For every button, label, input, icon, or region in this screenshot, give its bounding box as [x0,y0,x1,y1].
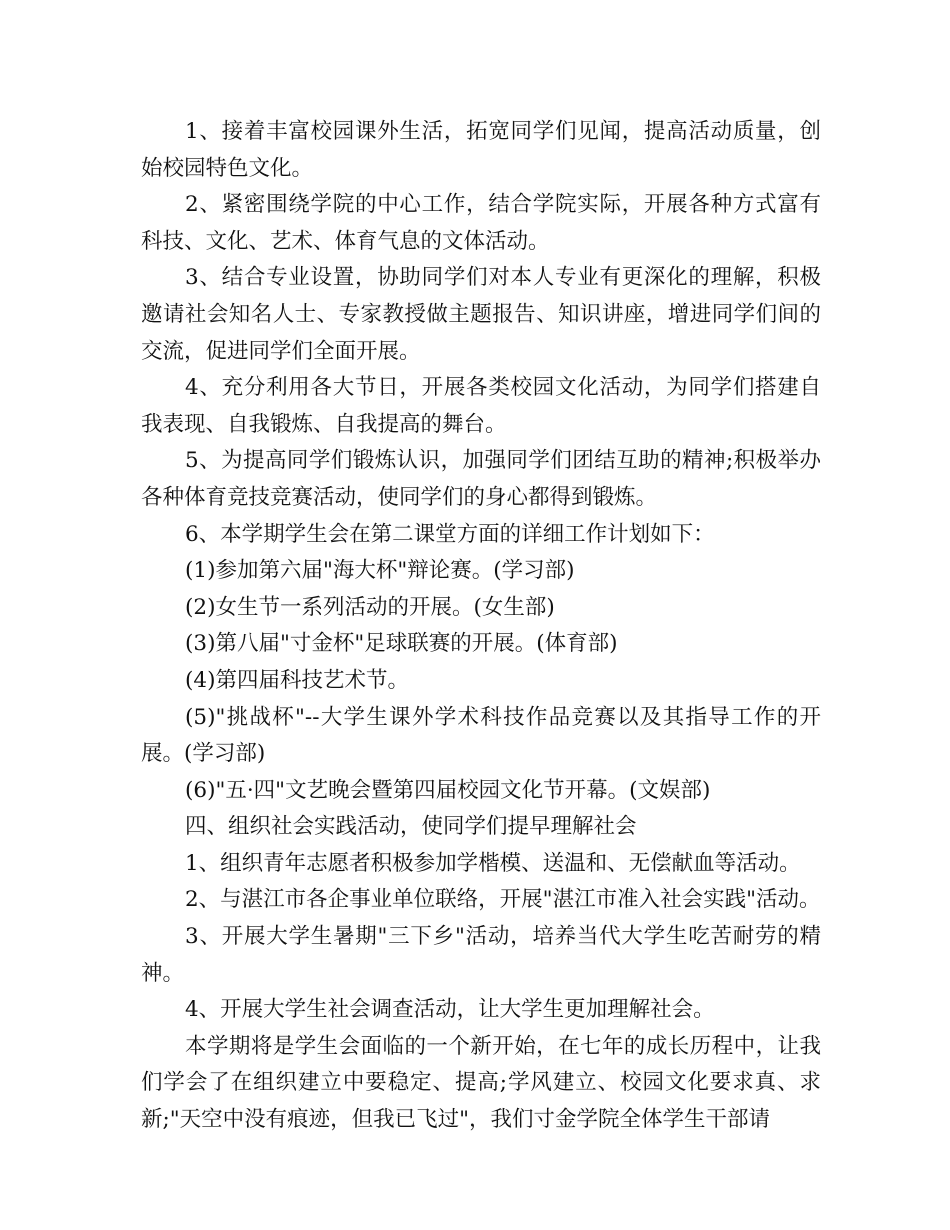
paragraph-4: 4、充分利用各大节日，开展各类校园文化活动，为同学们搭建自我表现、自我锻炼、自我提高的舞台。 [141,375,821,437]
paragraph-2: 2、紧密围绕学院的中心工作，结合学院实际，开展各种方式富有科技、文化、艺术、体育气息的文体活动。 [141,192,821,254]
paragraph-10: 4、开展大学生社会调查活动，让大学生更加理解社会。 [185,997,715,1023]
paragraph-6: 6、本学期学生会在第二课堂方面的详细工作计划如下： [185,521,715,547]
list-item-4: (4)第四届科技艺术节。 [185,667,409,693]
list-item-6: (6)"五·四"文艺晚会暨第四届校园文化节开幕。(文娱部) [185,777,711,803]
section-heading-4: 四、组织社会实践活动，使同学们提早理解社会 [185,814,637,840]
paragraph-1: 1、接着丰富校园课外生活，拓宽同学们见闻，提高活动质量，创始校园特色文化。 [141,119,821,181]
list-item-1: (1)参加第六届"海大杯"辩论赛。(学习部) [185,558,575,584]
paragraph-8: 2、与湛江市各企事业单位联络，开展"湛江市准入社会实践"活动。 [185,887,821,913]
document-page [141,114,821,1139]
list-item-5: (5)"挑战杯"--大学生课外学术科技作品竞赛以及其指导工作的开展。(学习部) [141,704,821,767]
paragraph-7: 1、组织青年志愿者积极参加学楷模、送温和、无偿献血等活动。 [185,850,801,876]
paragraph-9: 3、开展大学生暑期"三下乡"活动，培养当代大学生吃苦耐劳的精神。 [141,924,821,986]
list-item-3: (3)第八届"寸金杯"足球联赛的开展。(体育部) [185,631,618,657]
paragraph-3: 3、结合专业设置，协助同学们对本人专业有更深化的理解，积极邀请社会知名人士、专家教授做主题报告、知识讲座，增进同学们间的交流，促进同学们全面开展。 [141,265,821,364]
paragraph-5: 5、为提高同学们锻炼认识，加强同学们团结互助的精神;积极举办各种体育竞技竞赛活动，使同学们的身心都得到锻炼。 [141,448,821,510]
list-item-2: (2)女生节一系列活动的开展。(女生部) [185,594,555,620]
closing-paragraph: 本学期将是学生会面临的一个新开始，在七年的成长历程中，让我们学会了在组织建立中要稳定、提高;学风建立、校园文化要求真、求新;"天空中没有痕迹，但我已飞过"，我们寸金学院全体学生干部请 [141,1033,821,1133]
